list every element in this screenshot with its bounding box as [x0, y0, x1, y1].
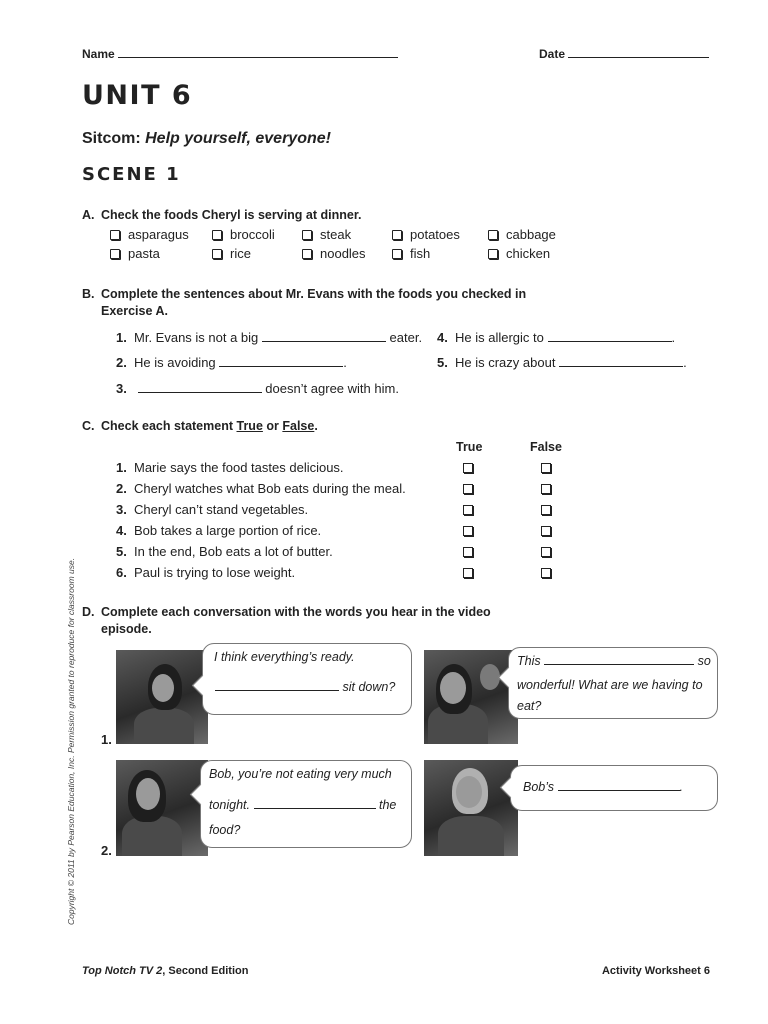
name-field-row [82, 44, 398, 61]
section-d-letter: D. [82, 605, 95, 619]
conversation-number: 1. [101, 732, 112, 747]
section-c-letter: C. [82, 419, 95, 433]
answer-blank[interactable] [219, 353, 343, 367]
section-b-instruction: Complete the sentences about Mr. Evans with the foods you checked in [101, 287, 527, 301]
false-checkbox[interactable] [541, 568, 551, 578]
food-option[interactable]: asparagus [110, 227, 189, 242]
true-column-header: True [456, 440, 483, 454]
section-a-instruction: Check the foods Cheryl is serving at dinner. [101, 208, 362, 222]
checkbox[interactable] [488, 230, 498, 240]
checkbox[interactable] [392, 249, 402, 259]
sentence-item: 2. He is avoiding . [116, 355, 347, 370]
unit-title: UNIT 6 [82, 80, 193, 111]
statement-item: 6. Paul is trying to lose weight. [116, 565, 296, 580]
sentence-item: 5. He is crazy about . [437, 355, 687, 370]
speech-bubble: I think everything’s ready. sit down? [202, 643, 412, 715]
video-still-photo [424, 760, 518, 856]
checkbox[interactable] [110, 230, 120, 240]
video-still-photo [424, 650, 518, 744]
section-b-letter: B. [82, 287, 95, 301]
scene-title: SCENE 1 [82, 164, 181, 185]
true-checkbox[interactable] [463, 547, 473, 557]
video-still-photo [116, 760, 208, 856]
answer-blank[interactable] [262, 328, 386, 342]
false-checkbox[interactable] [541, 505, 551, 515]
answer-blank[interactable] [138, 379, 262, 393]
food-option[interactable]: rice [212, 246, 251, 261]
name-label: Name [82, 47, 115, 61]
food-option[interactable]: potatoes [392, 227, 460, 242]
true-checkbox[interactable] [463, 526, 473, 536]
speech-bubble: This so wonderful! What are we having to eat? [508, 647, 718, 719]
false-checkbox[interactable] [541, 484, 551, 494]
false-checkbox[interactable] [541, 547, 551, 557]
sitcom-title: Help yourself, everyone! [145, 130, 331, 147]
date-input-line[interactable] [568, 44, 709, 58]
sentence-item: 3. doesn’t agree with him. [116, 381, 399, 396]
footer-worksheet-label: Activity Worksheet 6 [601, 965, 710, 977]
video-still-photo [116, 650, 208, 744]
true-checkbox[interactable] [463, 463, 473, 473]
true-checkbox[interactable] [463, 505, 473, 515]
food-option[interactable]: fish [392, 246, 430, 261]
checkbox[interactable] [212, 230, 222, 240]
statement-item: 1. Marie says the food tastes delicious. [116, 460, 344, 475]
statement-item: 3. Cheryl can’t stand vegetables. [116, 502, 309, 517]
checkbox[interactable] [392, 230, 402, 240]
section-d-heading: D. Complete each conversation with the words you hear in the video episode. [82, 605, 491, 636]
sentence-item: 1. Mr. Evans is not a big eater. [116, 330, 423, 345]
true-checkbox[interactable] [463, 484, 473, 494]
answer-blank[interactable] [215, 677, 339, 691]
speech-bubble: Bob’s . [510, 765, 718, 811]
false-checkbox[interactable] [541, 463, 551, 473]
date-label: Date [539, 47, 566, 61]
section-b-heading [82, 286, 526, 320]
sitcom-label: Sitcom: [82, 130, 141, 147]
sentence-item: 4. He is allergic to . [437, 330, 676, 345]
statement-item: 2. Cheryl watches what Bob eats during the meal. [116, 481, 406, 496]
name-input-line[interactable] [118, 44, 398, 58]
statement-item: 4. Bob takes a large portion of rice. [116, 523, 322, 538]
speech-bubble: Bob, you’re not eating very much tonight. the food? [200, 760, 412, 848]
date-field-row [539, 44, 709, 61]
checkbox[interactable] [110, 249, 120, 259]
checkbox[interactable] [212, 249, 222, 259]
answer-blank[interactable] [548, 328, 672, 342]
checkbox[interactable] [488, 249, 498, 259]
food-option[interactable]: chicken [488, 246, 550, 261]
food-option[interactable]: steak [302, 227, 351, 242]
conversation-number: 2. [101, 843, 112, 858]
food-option[interactable]: noodles [302, 246, 366, 261]
false-column-header: False [530, 440, 562, 454]
checkbox[interactable] [302, 249, 312, 259]
section-c-heading: C. Check each statement True or False. [82, 419, 318, 433]
sitcom-heading [82, 130, 331, 148]
section-a-heading [82, 207, 362, 224]
answer-blank[interactable] [559, 353, 683, 367]
answer-blank[interactable] [544, 651, 694, 665]
section-b-instruction-2: Exercise A. [101, 304, 168, 318]
false-checkbox[interactable] [541, 526, 551, 536]
food-option[interactable]: pasta [110, 246, 160, 261]
answer-blank[interactable] [254, 795, 376, 809]
checkbox[interactable] [302, 230, 312, 240]
footer-book-title: Top Notch TV 2, Second Edition [82, 965, 249, 977]
copyright-notice: Copyright © 2011 by Pearson Education, Inc. Permission granted to reproduce for classroom use. [66, 557, 76, 925]
answer-blank[interactable] [558, 777, 680, 791]
statement-item: 5. In the end, Bob eats a lot of butter. [116, 544, 333, 559]
true-checkbox[interactable] [463, 568, 473, 578]
food-option[interactable]: cabbage [488, 227, 556, 242]
food-option[interactable]: broccoli [212, 227, 275, 242]
section-a-letter: A. [82, 208, 95, 222]
